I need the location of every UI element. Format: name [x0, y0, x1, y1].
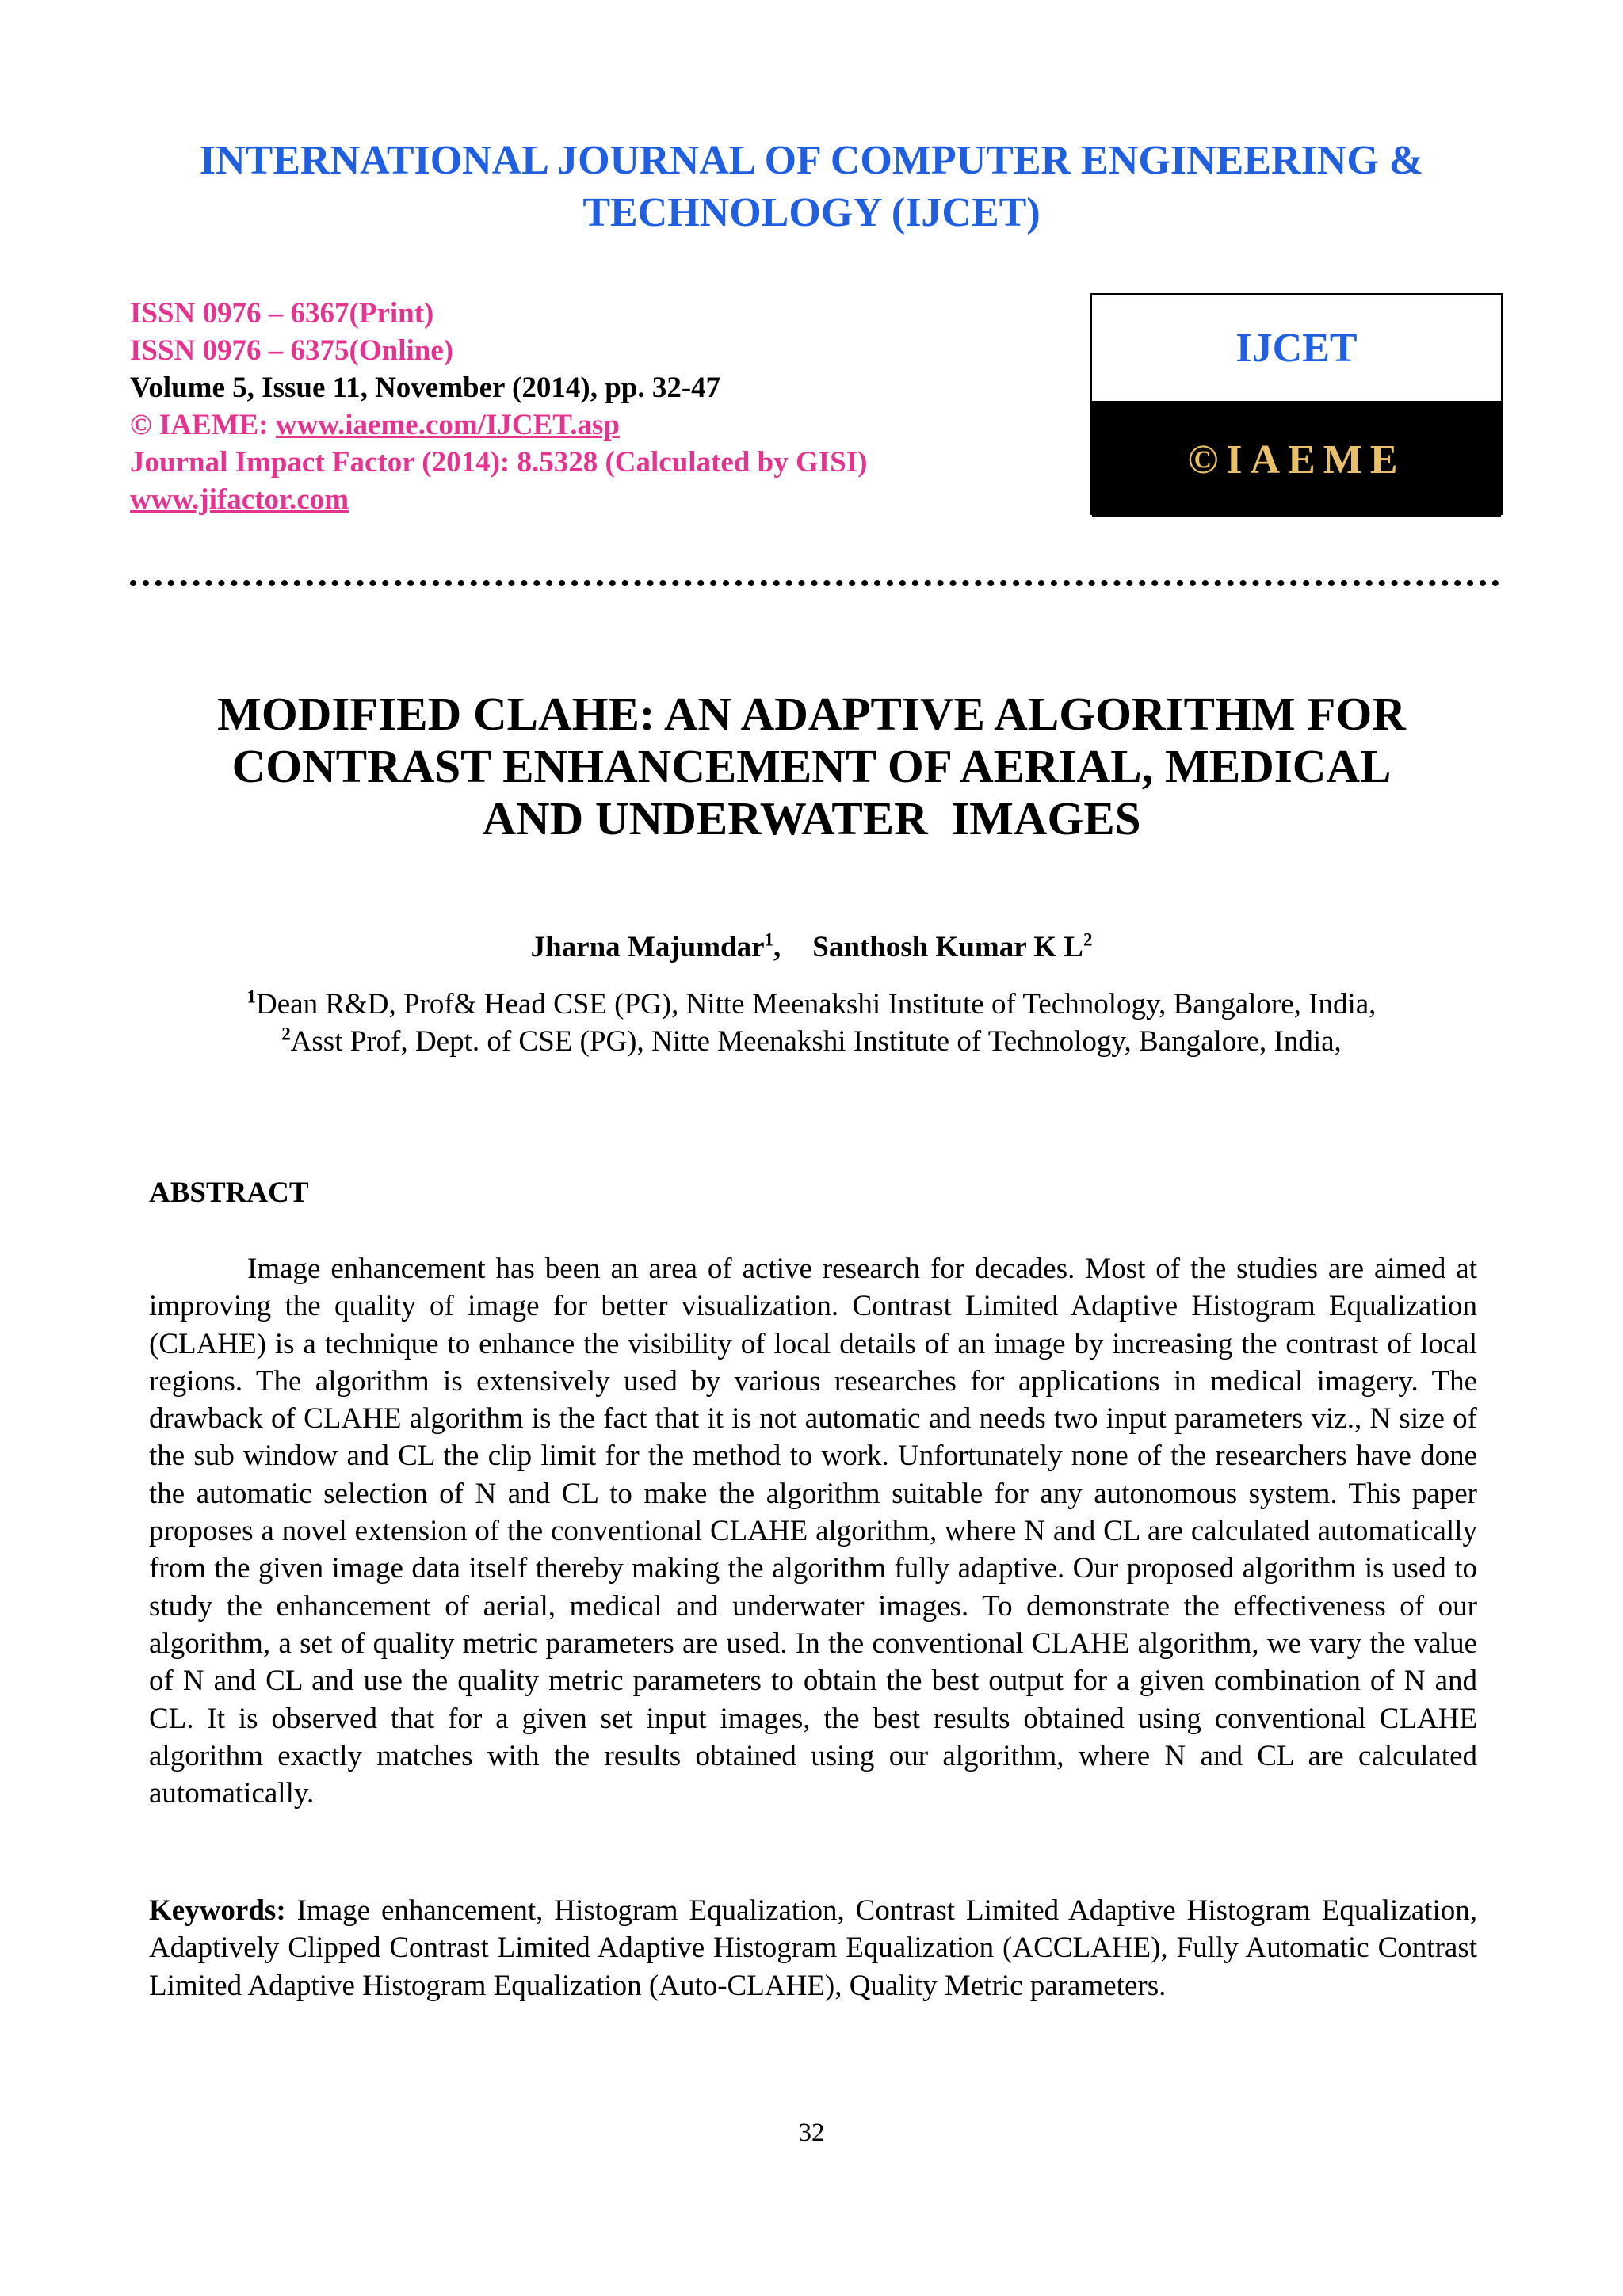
affiliation-1	[119, 986, 1504, 1023]
affiliation-1-text: Dean R&D, Prof& Head CSE (PG), Nitte Meenakshi Institute of Technology, Bangalore, India,	[256, 988, 1377, 1020]
author-1: Jharna Majumdar	[530, 931, 765, 963]
affiliation-2-sup: 2	[281, 1024, 291, 1044]
iaeme-prefix: © IAEME:	[130, 409, 276, 441]
journal-title-line-1: INTERNATIONAL JOURNAL OF COMPUTER ENGINEERING &	[199, 138, 1424, 183]
keywords-text: Image enhancement, Histogram Equalization, Contrast Limited Adaptive Histogram Equalization, Adaptively Clipped Contrast Limited Adaptive Histogram Equalization (ACCLAHE), Fully Automatic Contrast Limited Adaptive Histogram Equalization (Auto-CLAHE), Quality Metric parameters.	[149, 1894, 1477, 2002]
keywords	[149, 1892, 1477, 2004]
journal-title	[119, 135, 1504, 239]
author-2-sup: 2	[1083, 929, 1093, 950]
paper-title-line-2: CONTRAST ENHANCEMENT OF AERIAL, MEDICAL	[231, 740, 1392, 792]
jifactor-link[interactable]: www.jifactor.com	[130, 483, 349, 516]
dotted-divider	[130, 580, 1499, 586]
author-separator: ,	[773, 931, 781, 963]
iaeme-line	[130, 406, 1081, 444]
ijcet-logo-box	[1090, 293, 1503, 515]
affiliation-2-text: Asst Prof, Dept. of CSE (PG), Nitte Meenakshi Institute of Technology, Bangalore, India,	[290, 1025, 1342, 1058]
jifactor-line	[130, 481, 1081, 518]
iaeme-link[interactable]: www.iaeme.com/IJCET.asp	[275, 409, 620, 441]
ijcet-logo-text: IJCET	[1092, 295, 1501, 402]
abstract-heading: ABSTRACT	[149, 1177, 309, 1209]
keywords-label: Keywords:	[149, 1894, 286, 1927]
affiliation-1-sup: 1	[246, 986, 257, 1007]
author-2: Santhosh Kumar K L	[812, 931, 1083, 963]
page-number: 32	[798, 2119, 825, 2147]
journal-info-block	[130, 295, 1081, 518]
issn-online: ISSN 0976 – 6375(Online)	[130, 334, 454, 367]
paper-title-line-3: AND UNDERWATER IMAGES	[482, 792, 1141, 845]
journal-title-line-2: TECHNOLOGY (IJCET)	[582, 190, 1041, 235]
paper-title-line-1: MODIFIED CLAHE: AN ADAPTIVE ALGORITHM FOR	[217, 688, 1406, 740]
affiliations	[119, 986, 1504, 1060]
paper-title	[119, 688, 1504, 845]
impact-factor: Journal Impact Factor (2014): 8.5328 (Calculated by GISI)	[130, 446, 868, 479]
abstract-body: Image enhancement has been an area of active research for decades. Most of the studies are aimed at improving the quality of image for better visualization. Contrast Limited Adaptive Histogram Equalization (CLAHE) is a technique to enhance the visibility of local details of an image by increasing the contrast of local regions. The algorithm is extensively used by various researches for applications in medical imagery. The drawback of CLAHE algorithm is the fact that it is not automatic and needs two input parameters viz., N size of the sub window and CL the clip limit for the method to work. Unfortunately none of the researchers have done the automatic selection of N and CL to make the algorithm suitable for any autonomous system. This paper proposes a novel extension of the conventional CLAHE algorithm, where N and CL are calculated automatically from the given image data itself thereby making the algorithm fully adaptive. Our proposed algorithm is used to study the enhancement of aerial, medical and underwater images. To demonstrate the effectiveness of our algorithm, a set of quality metric parameters are used. In the conventional CLAHE algorithm, we vary the value of N and CL and use the quality metric parameters to obtain the best output for a given combination of N and CL. It is observed that for a given set input images, the best results obtained using conventional CLAHE algorithm exactly matches with the results obtained using our algorithm, where N and CL are calculated automatically.	[149, 1253, 1477, 1810]
authors	[119, 929, 1504, 967]
volume-issue: Volume 5, Issue 11, November (2014), pp. 32-47	[130, 372, 721, 404]
affiliation-2	[119, 1023, 1504, 1060]
author-1-sup: 1	[764, 929, 774, 950]
issn-print: ISSN 0976 – 6367(Print)	[130, 297, 434, 330]
iaeme-logo-text: ©IAEME	[1092, 402, 1501, 517]
